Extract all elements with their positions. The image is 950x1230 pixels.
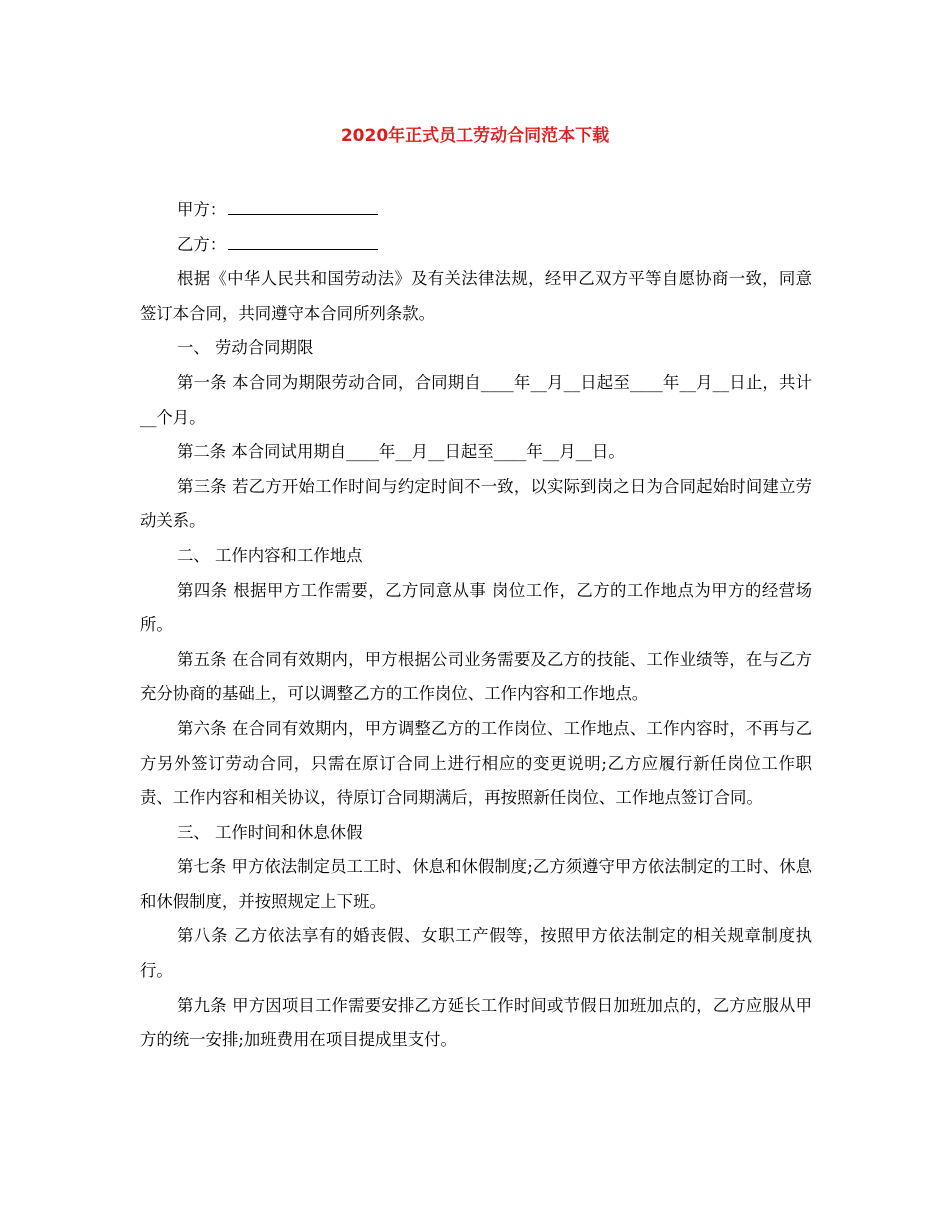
article-3: 第三条 若乙方开始工作时间与约定时间不一致，以实际到岗之日为合同起始时间建立劳动关系。 [140, 476, 812, 531]
article-8: 第八条 乙方依法享有的婚丧假、女职工产假等，按照甲方依法制定的相关规章制度执行。 [140, 926, 812, 981]
document-body [140, 193, 812, 1058]
section-heading-1: 一、 劳动合同期限 [177, 338, 314, 358]
preamble-paragraph: 根据《中华人民共和国劳动法》及有关法律法规，经甲乙双方平等自愿协商一致，同意签订本合同，共同遵守本合同所列条款。 [140, 269, 812, 323]
article-6: 第六条 在合同有效期内，甲方调整乙方的工作岗位、工作地点、工作内容时，不再与乙方另外签订劳动合同，只需在原订合同上进行相应的变更说明;乙方应履行新任岗位工作职责、工作内容和相关协议，待原订合同期满后，再按照新任岗位、工作地点签订合同。 [140, 718, 812, 808]
article-1: 第一条 本合同为期限劳动合同，合同期自____年__月__日起至____年__月__日止，共计__个月。 [140, 372, 812, 427]
party-b-blank [228, 233, 378, 250]
party-a-blank [228, 198, 378, 215]
article-2: 第二条 本合同试用期自____年__月__日起至____年__月__日。 [177, 442, 625, 462]
party-b-line [140, 228, 812, 263]
party-a-label: 甲方： [177, 200, 227, 219]
article-7: 第七条 甲方依法制定员工工时、休息和休假制度;乙方须遵守甲方依法制定的工时、休息和休假制度，并按照规定上下班。 [140, 857, 812, 911]
article-4: 第四条 根据甲方工作需要，乙方同意从事 岗位工作，乙方的工作地点为甲方的经营场所。 [140, 580, 812, 635]
article-9: 第九条 甲方因项目工作需要安排乙方延长工作时间或节假日加班加点的，乙方应服从甲方的统一安排;加班费用在项目提成里支付。 [140, 995, 812, 1050]
article-5: 第五条 在合同有效期内，甲方根据公司业务需要及乙方的技能、工作业绩等，在与乙方充分协商的基础上，可以调整乙方的工作岗位、工作内容和工作地点。 [140, 649, 812, 704]
section-heading-3: 三、 工作时间和休息休假 [177, 822, 363, 842]
document-title: 2020年正式员工劳动合同范本下载 [340, 126, 610, 146]
party-b-label: 乙方： [177, 234, 227, 254]
section-heading-2: 二、 工作内容和工作地点 [177, 545, 363, 565]
party-a-line [140, 193, 812, 228]
